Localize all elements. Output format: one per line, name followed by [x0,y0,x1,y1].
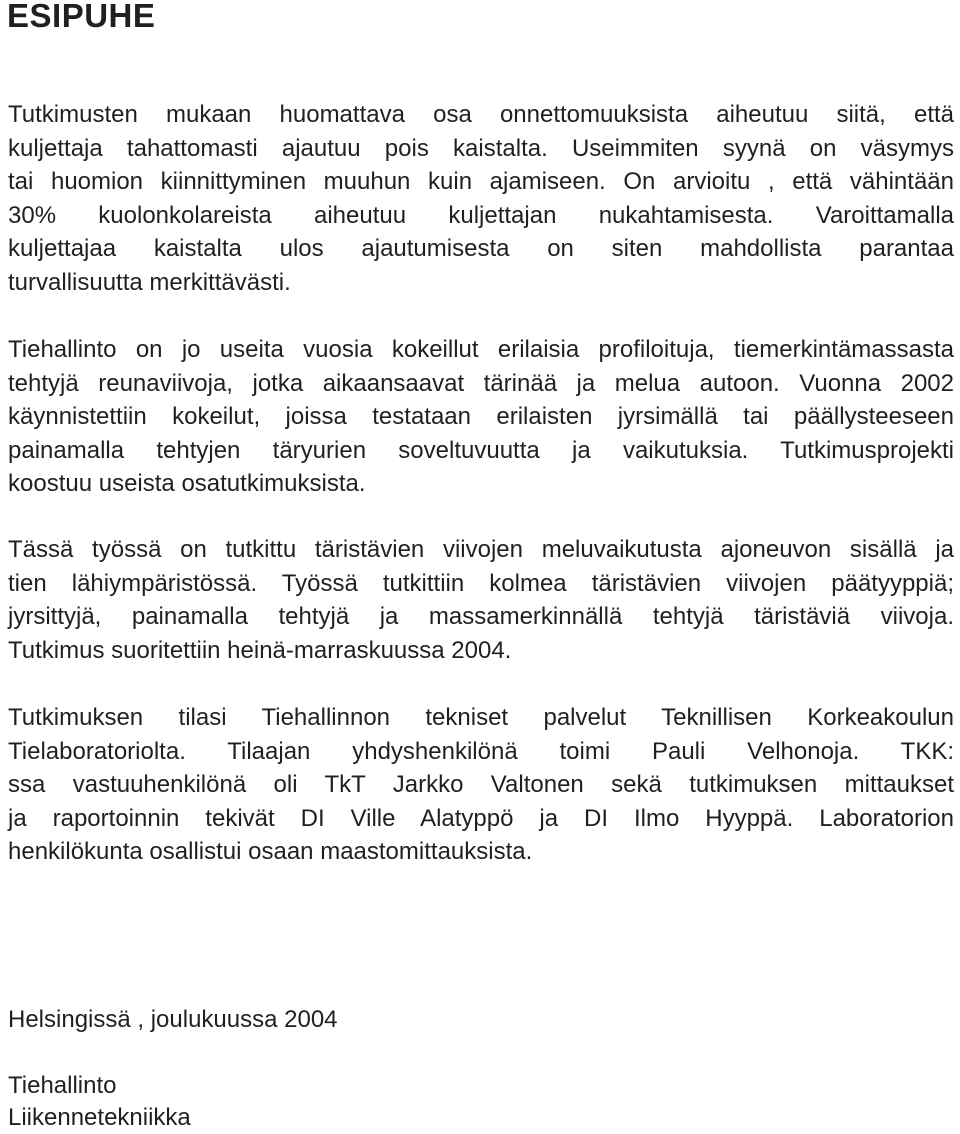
signature-unit: Liikennetekniikka [8,1104,191,1131]
paragraph-line: turvallisuutta merkittävästi. [8,268,291,296]
paragraph-line: Tässä työssä on tutkittu täristävien viivojen meluvaikutusta ajoneuvon sisällä ja [8,536,954,563]
paragraph-line: koostuu useista osatutkimuksista. [8,470,366,498]
paragraph-line: tai huomion kiinnittyminen muuhun kuin ajamiseen. On arvioitu , että vähintään [8,168,954,196]
paragraph-line: Tutkimuksen tilasi Tiehallinnon tekniset palvelut Teknillisen Korkeakoulun [8,704,954,731]
paragraph-intro [8,98,954,300]
paragraph-line: ssa vastuuhenkilönä oli TkT Jarkko Valtonen sekä tutkimuksen mittaukset [8,771,954,799]
paragraph-line: Tutkimus suoritettiin heinä-marraskuussa 2004. [8,636,512,664]
signature-organization: Tiehallinto [8,1072,117,1099]
paragraph-credits [8,701,954,869]
paragraph-scope [8,533,954,667]
paragraph-line: tien lähiympäristössä. Työssä tutkittiin kolmea täristävien viivojen päätyyppiä; [8,569,954,597]
paragraph-background [8,333,954,501]
paragraph-line: Tiehallinto on jo useita vuosia kokeillut erilaisia profiloituja, tiemerkintämassasta [8,336,954,363]
paragraph-line: 30% kuolonkolareista aiheutuu kuljettajan nukahtamisesta. Varoittamalla [8,201,954,229]
paragraph-line: ja raportoinnin tekivät DI Ville Alatyppö ja DI Ilmo Hyyppä. Laboratorion [8,804,954,832]
paragraph-line: Tielaboratoriolta. Tilaajan yhdyshenkilönä toimi Pauli Velhonoja. TKK: [8,737,954,765]
paragraph-line: kuljettajaa kaistalta ulos ajautumisesta on siten mahdollista parantaa [8,235,954,263]
signature-place-date: Helsingissä , joulukuussa 2004 [8,1006,338,1033]
paragraph-line: painamalla tehtyjen täryurien soveltuvuutta ja vaikutuksia. Tutkimusprojekti [8,436,954,464]
paragraph-line: kuljettaja tahattomasti ajautuu pois kaistalta. Useimmiten syynä on väsymys [8,134,954,162]
paragraph-line: Tutkimusten mukaan huomattava osa onnettomuuksista aiheutuu siitä, että [8,101,954,128]
paragraph-line: jyrsittyjä, painamalla tehtyjä ja massamerkinnällä tehtyjä täristäviä viivoja. [8,603,954,631]
paragraph-line: käynnistettiin kokeilut, joissa testataan erilaisten jyrsimällä tai päällysteeseen [8,403,954,431]
page-title: ESIPUHE [7,0,156,34]
paragraph-line: henkilökunta osallistui osaan maastomittauksista. [8,838,533,866]
paragraph-line: tehtyjä reunaviivoja, jotka aikaansaavat tärinää ja melua autoon. Vuonna 2002 [8,369,954,397]
